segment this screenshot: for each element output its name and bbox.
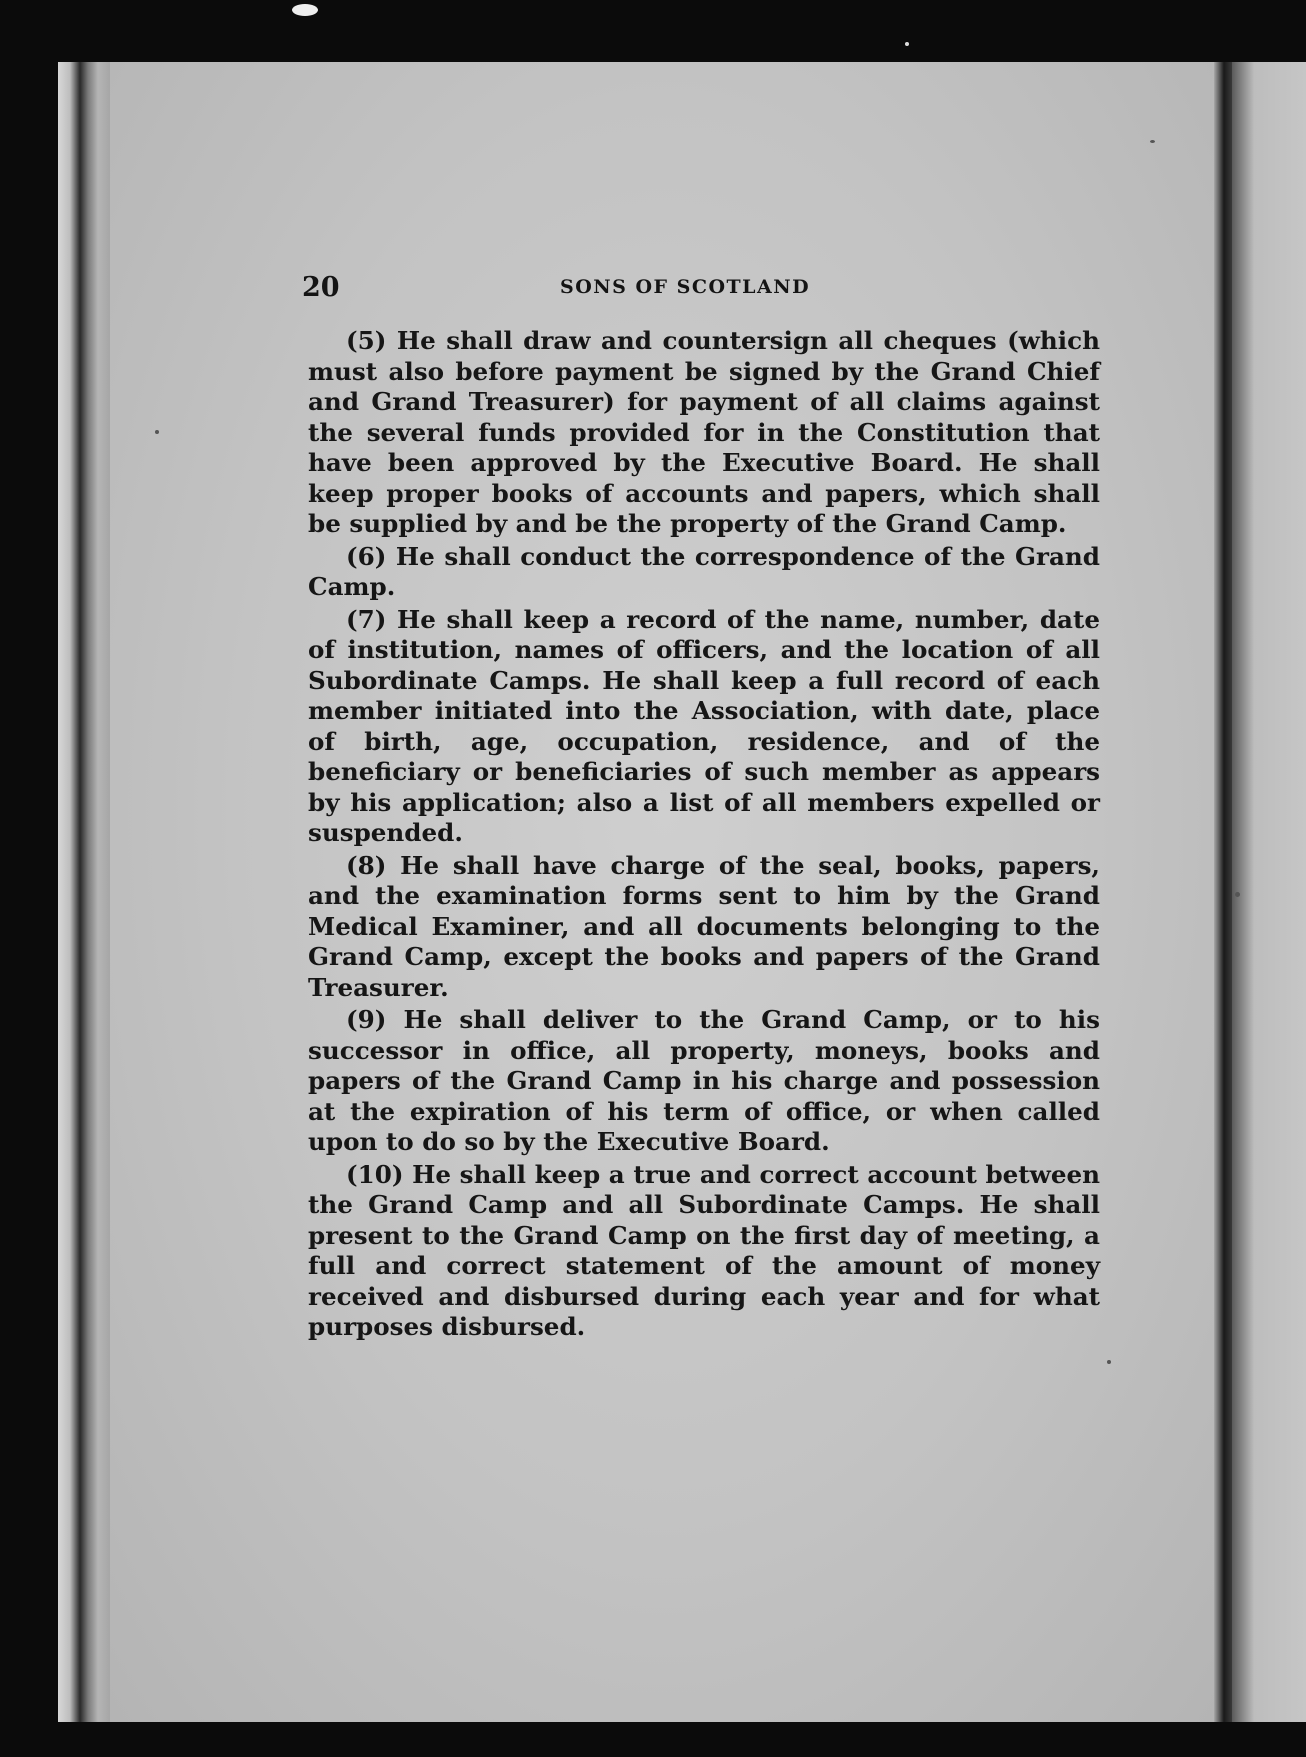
scan-artifact bbox=[1107, 1360, 1111, 1364]
paragraph-6: (6) He shall conduct the correspondence of the Grand Camp. bbox=[308, 541, 1100, 601]
paragraph-5: (5) He shall draw and countersign all cheques (which must also before payment be signed by the Grand Chief and Grand Treasurer) for payment of all claims against the several funds provided for in the Constitution that have been approved by the Executive Board. He shall keep proper books of accounts and papers, which shall be supplied by and be the property of the Grand Camp. bbox=[308, 326, 1100, 538]
scan-artifact bbox=[155, 430, 159, 434]
paragraph-8: (8) He shall have charge of the seal, books, papers, and the examination forms sent to him by the Grand Medical Examiner, and all documents belonging to the Grand Camp, except the books and papers of the Grand Treasurer. bbox=[308, 850, 1100, 1002]
running-title: SONS OF SCOTLAND bbox=[560, 276, 811, 298]
scan-artifact bbox=[905, 42, 909, 46]
page-number: 20 bbox=[302, 272, 340, 303]
page-header bbox=[302, 272, 842, 308]
page-gutter-shadow bbox=[1214, 62, 1232, 1722]
scan-artifact bbox=[292, 4, 318, 16]
scan-artifact bbox=[1235, 892, 1240, 897]
scan-artifact bbox=[1150, 140, 1155, 143]
paragraph-9: (9) He shall deliver to the Grand Camp, or to his successor in office, all property, moneys, books and papers of the Grand Camp in his charge and possession at the expiration of his term of office, or when called upon to do so by the Executive Board. bbox=[308, 1005, 1100, 1156]
paragraph-7: (7) He shall keep a record of the name, number, date of institution, names of officers, and the location of all Subordinate Camps. He shall keep a full record of each member initiated into the Association, with date, place of birth, age, occupation, residence, and of the beneficiary or beneficiaries of such member as appears by his application; also a list of all members expelled or suspended. bbox=[308, 604, 1100, 847]
adjacent-page-edge bbox=[1232, 62, 1306, 1722]
paragraph-10: (10) He shall keep a true and correct account between the Grand Camp and all Subordinate Camps. He shall present to the Grand Camp on the first day of meeting, a full and correct statement of the amount of money received and disbursed during each year and for what purposes disbursed. bbox=[308, 1159, 1100, 1341]
body-text bbox=[308, 326, 1100, 1345]
